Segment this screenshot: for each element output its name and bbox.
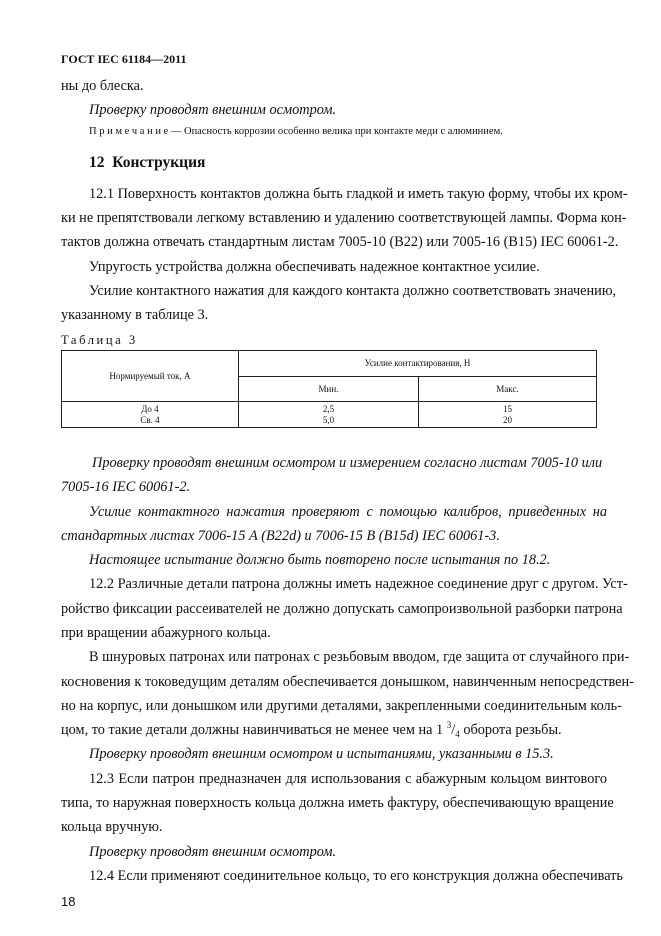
clause-12-3-line-1: 12.3 Если патрон предназначен для использования с абажурным кольцом винтового (89, 771, 607, 787)
cord-text-line-1: В шнуровых патронах или патронах с резьбовым вводом, где защита от случайного при- (89, 649, 630, 665)
clause-12-2-line-1: 12.2 Различные детали патрона должны иметь надежное соединение друг с другом. Уст- (89, 576, 628, 592)
min-cell (239, 402, 419, 428)
header-contact-force: Усилие контактирования, Н (239, 351, 597, 377)
clause-12-2-line-2: ройство фиксации рассеивателей не должно допускать самопроизвольной разборки патрона (61, 601, 623, 617)
clause-12-1-line-1: 12.1 Поверхность контактов должна быть гладкой и иметь такую форму, чтобы их кром- (89, 186, 628, 202)
section-number: 12 (89, 154, 105, 171)
min-value: 2,5 (322, 403, 335, 414)
note (89, 126, 503, 137)
check-gauges-line-1: Усилие контактного нажатия проверяют с помощью калибров, приведенных на (89, 504, 607, 520)
header-max: Макс. (419, 377, 597, 402)
fraction-slash: / (451, 722, 456, 738)
check-visual-text: Проверку проводят внешним осмотром. (89, 102, 337, 118)
clause-12-2-line-3: при вращении абажурного кольца. (61, 625, 271, 641)
check-sheets-line-2: 7005-16 IEC 60061-2. (61, 479, 191, 495)
cord-text-line-4 (61, 721, 562, 740)
check-gauges-line-2: стандартных листах 7006-15 А (В22d) и 7006-15 В (В15d) IEC 60061-3. (61, 528, 500, 544)
cord-text-line-3: но на корпус, или донышком или другими деталями, закрепленными соединительным коль- (61, 698, 622, 714)
check-15-3-text: Проверку проводят внешним осмотром и испытаниями, указанными в 15.3. (89, 746, 554, 762)
rated-value: Св. 4 (140, 414, 160, 425)
section-title: Конструкция (112, 154, 206, 171)
section-heading (89, 154, 205, 172)
min-value: 5,0 (322, 414, 335, 425)
fraction-denominator: 4 (455, 729, 460, 739)
clause-12-4-line-1: 12.4 Если применяют соединительное кольцо, то его конструкция должна обеспечивать (89, 868, 623, 884)
repeat-test-text: Настоящее испытание должно быть повторено после испытания по 18.2. (89, 552, 551, 568)
note-label: П р и м е ч а н и е (89, 126, 169, 137)
max-cell (419, 402, 597, 428)
rated-cell (62, 402, 239, 428)
document-header: ГОСТ IEC 61184—2011 (61, 52, 187, 66)
table-row (62, 402, 597, 428)
clause-12-1-line-3: тактов должна отвечать стандартным листам 7005-10 (В22) или 7005-16 (В15) IEC 60061-2. (61, 234, 619, 250)
check-sheets-line-1: Проверку проводят внешним осмотром и измерением согласно листам 7005-10 или (92, 455, 603, 471)
force-text-line-2: указанному в таблице 3. (61, 307, 209, 323)
clause-12-3-line-3: кольца вручную. (61, 819, 163, 835)
note-text: — Опасность коррозии особенно велика при контакте меди с алюминием. (168, 126, 503, 137)
force-text-line-1: Усилие контактного нажатия для каждого контакта должно соответствовать значению, (89, 283, 617, 299)
clause-12-1-line-2: ки не препятствовали легкому вставлению и удалению соответствующей лампы. Форма кон- (61, 210, 627, 226)
check-visual-text-2: Проверку проводят внешним осмотром. (89, 844, 337, 860)
table-caption: Таблица 3 (61, 333, 138, 347)
contact-force-table (61, 350, 597, 428)
max-value: 20 (503, 414, 512, 425)
continuation-text: ны до блеска. (61, 78, 144, 94)
fraction-numerator: 3 (446, 720, 452, 730)
cord-text-after: оборота резьбы. (459, 722, 562, 738)
cord-text-before: цом, то такие детали должны навинчиваться не менее чем на 1 (61, 722, 447, 738)
header-min: Мин. (239, 377, 419, 402)
clause-12-3-line-2: типа, то наружная поверхность кольца должна иметь фактуру, обеспечивающую вращение (61, 795, 614, 811)
max-value: 15 (503, 403, 512, 414)
page-number: 18 (61, 894, 76, 909)
rated-value: До 4 (141, 403, 159, 414)
header-rated-current: Нормируемый ток, А (62, 351, 239, 402)
elasticity-text: Упругость устройства должна обеспечивать надежное контактное усилие. (89, 259, 540, 275)
cord-text-line-2: косновения к токоведущим деталям обеспечивается донышком, навинченным непосредствен- (61, 674, 634, 690)
